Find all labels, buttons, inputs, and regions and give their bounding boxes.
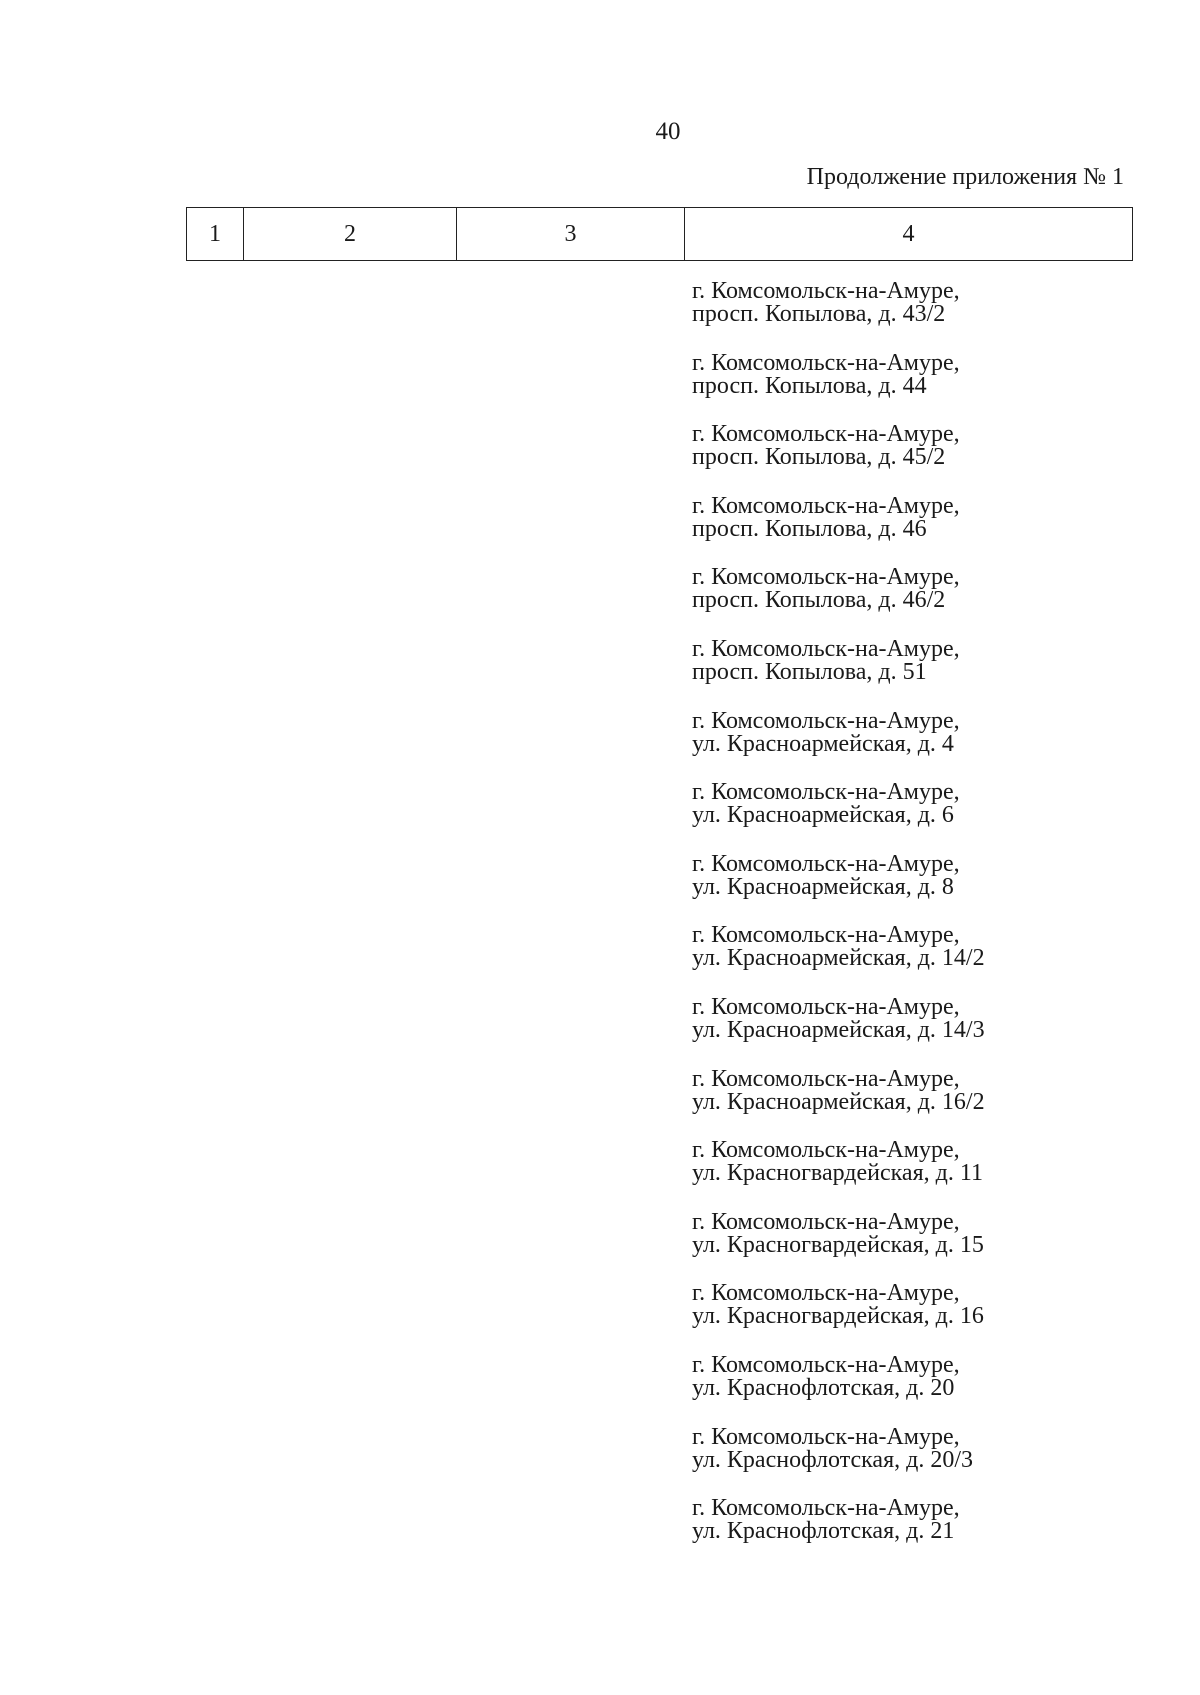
- address-city: г. Комсомольск-на-Амуре,: [692, 564, 960, 591]
- address-street: ул. Красногвардейская, д. 11: [692, 1160, 983, 1187]
- address-city: г. Комсомольск-на-Амуре,: [692, 1280, 960, 1307]
- list-item: [692, 1139, 1132, 1211]
- list-item: [692, 492, 1132, 567]
- column-header-4: 4: [685, 208, 1133, 261]
- address-street: ул. Красноармейская, д. 14/3: [692, 1016, 985, 1043]
- address-street: ул. Красноармейская, д. 14/2: [692, 945, 985, 972]
- address-street: просп. Копылова, д. 44: [692, 372, 927, 399]
- address-city: г. Комсомольск-на-Амуре,: [692, 635, 960, 662]
- address-city: г. Комсомольск-на-Амуре,: [692, 1137, 960, 1164]
- address-street: ул. Красноармейская, д. 4: [692, 730, 954, 757]
- address-city: г. Комсомольск-на-Амуре,: [692, 1208, 960, 1235]
- list-item: [692, 1423, 1132, 1498]
- list-item: [692, 566, 1132, 638]
- list-item: [692, 1282, 1132, 1354]
- page-number: 40: [655, 118, 681, 145]
- list-item: [692, 1208, 1132, 1283]
- address-street: просп. Копылова, д. 45/2: [692, 444, 946, 471]
- column-header-3: 3: [457, 208, 685, 261]
- list-item: [692, 1065, 1132, 1140]
- address-city: г. Комсомольск-на-Амуре,: [692, 1065, 960, 1092]
- list-item: [692, 1351, 1132, 1426]
- column-header-2: 2: [244, 208, 457, 261]
- column-header-1: 1: [187, 208, 244, 261]
- address-city: г. Комсомольск-на-Амуре,: [692, 707, 960, 734]
- continuation-label: Продолжение приложения № 1: [806, 164, 1124, 190]
- list-item: [692, 781, 1132, 853]
- address-list: [692, 280, 1132, 1569]
- address-city: г. Комсомольск-на-Амуре,: [692, 1423, 960, 1450]
- address-street: ул. Красноармейская, д. 8: [692, 873, 954, 900]
- address-city: г. Комсомольск-на-Амуре,: [692, 421, 960, 448]
- list-item: [692, 707, 1132, 782]
- address-city: г. Комсомольск-на-Амуре,: [692, 779, 960, 806]
- address-city: г. Комсомольск-на-Амуре,: [692, 1351, 960, 1378]
- address-street: ул. Краснофлотская, д. 20: [692, 1374, 955, 1401]
- address-city: г. Комсомольск-на-Амуре,: [692, 492, 960, 519]
- list-item: [692, 349, 1132, 424]
- list-item: [692, 1497, 1132, 1569]
- address-street: ул. Красногвардейская, д. 15: [692, 1231, 984, 1258]
- list-item: [692, 850, 1132, 925]
- address-street: просп. Копылова, д. 46/2: [692, 587, 946, 614]
- address-street: просп. Копылова, д. 51: [692, 658, 927, 685]
- address-street: просп. Копылова, д. 46: [692, 515, 927, 542]
- address-street: ул. Красноармейская, д. 16/2: [692, 1088, 985, 1115]
- list-item: [692, 993, 1132, 1068]
- list-item: [692, 924, 1132, 996]
- address-city: г. Комсомольск-на-Амуре,: [692, 922, 960, 949]
- address-city: г. Комсомольск-на-Амуре,: [692, 850, 960, 877]
- address-street: ул. Красногвардейская, д. 16: [692, 1303, 984, 1330]
- table-header: [186, 207, 1133, 261]
- address-street: ул. Краснофлотская, д. 20/3: [692, 1446, 973, 1473]
- header-row: [187, 208, 1133, 261]
- address-city: г. Комсомольск-на-Амуре,: [692, 349, 960, 376]
- list-item: [692, 280, 1132, 352]
- address-city: г. Комсомольск-на-Амуре,: [692, 993, 960, 1020]
- address-street: ул. Краснофлотская, д. 21: [692, 1518, 955, 1545]
- address-street: ул. Красноармейская, д. 6: [692, 802, 954, 829]
- address-city: г. Комсомольск-на-Амуре,: [692, 1495, 960, 1522]
- list-item: [692, 423, 1132, 495]
- address-city: г. Комсомольск-на-Амуре,: [692, 278, 960, 304]
- list-item: [692, 635, 1132, 710]
- address-street: просп. Копылова, д. 43/2: [692, 301, 946, 327]
